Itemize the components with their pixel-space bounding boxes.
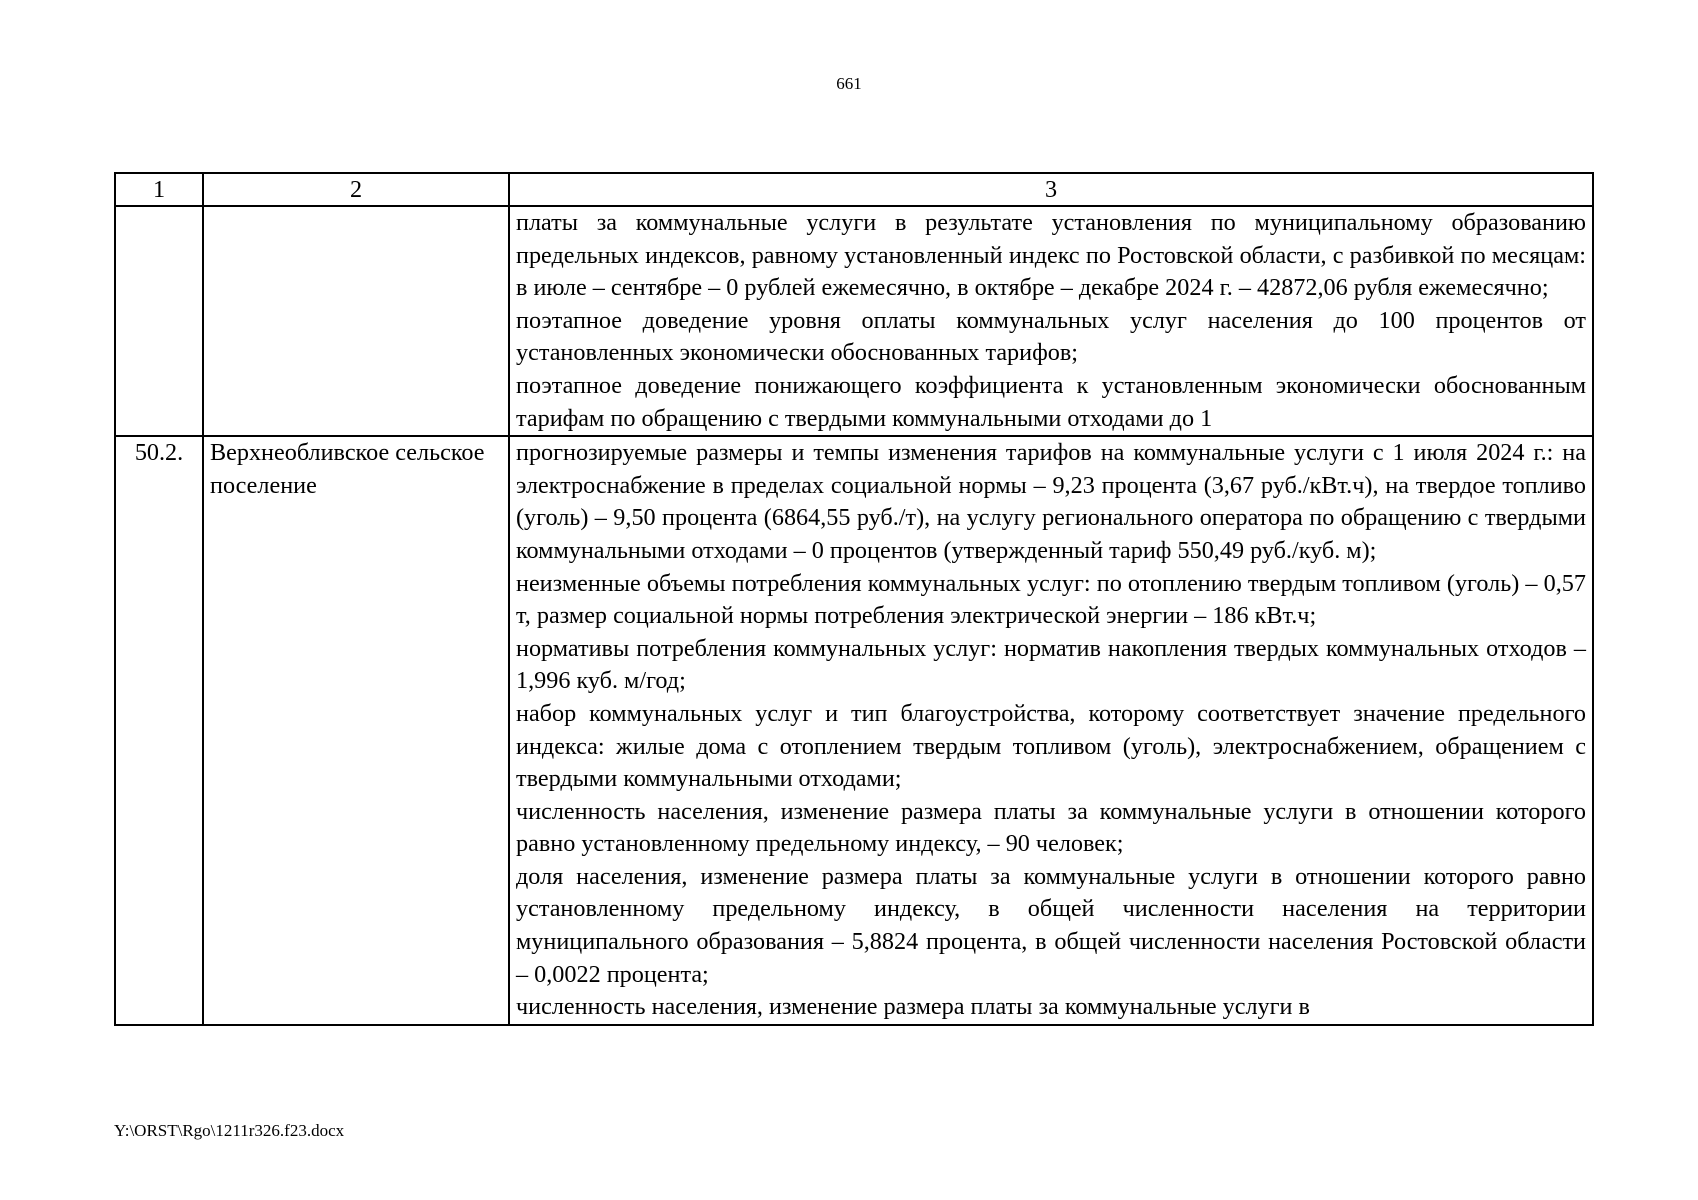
table-row [115, 436, 1593, 1025]
text-paragraph: поэтапное доведение понижающего коэффициента к установленным экономически обоснованным тарифам по обращению с твердыми коммунальными отходами до 1 [516, 371, 1586, 432]
table-header-row [115, 173, 1593, 206]
text-paragraph: доля населения, изменение размера платы за коммунальные услуги в отношении которого равно установленному предельному индексу, в общей численности населения на территории муниципального образования – 5,8824 процента, в общей численности населения Ростовской области – 0,0022 процента; [516, 862, 1586, 988]
table-row [115, 206, 1593, 436]
text-paragraph: поэтапное доведение уровня оплаты коммунальных услуг населения до 100 процентов от установленных экономически обоснованных тарифов; [516, 306, 1586, 367]
text-paragraph: прогнозируемые размеры и темпы изменения тарифов на коммунальные услуги с 1 июля 2024 г.: на электроснабжение в пределах социальной нормы – 9,23 процента (3,67 руб./кВт.ч), на твердое топливо (уголь) – 9,50 процента (6864,55 руб./т), на услугу регионального оператора по обращению с твердыми коммунальными отходами – 0 процентов (утвержденный тариф 550,49 руб./куб. м); [516, 439, 1586, 564]
footer-file-path: Y:\ORST\Rgo\1211r326.f23.docx [114, 1121, 345, 1140]
row-number-cell: 50.2. [115, 436, 203, 1025]
text-paragraph: платы за коммунальные услуги в результате установления по муниципальному образованию предельных индексов, равному установленный индекс по Ростовской области, с разбивкой по месяцам: в июле – сентябре – 0 рублей ежемесячно, в октябре – декабре 2024 г. – 42872,06 рубля ежемесячно; [516, 209, 1586, 302]
text-paragraph: численность населения, изменение размера платы за коммунальные услуги в [516, 993, 1310, 1021]
row-number-cell [115, 206, 203, 436]
row-text-cell [509, 436, 1593, 1025]
column-header-1: 1 [115, 173, 203, 206]
column-header-2: 2 [203, 173, 509, 206]
text-paragraph: нормативы потребления коммунальных услуг: норматив накопления твердых коммунальных отходов – 1,996 куб. м/год; [516, 634, 1586, 695]
row-name-cell [203, 206, 509, 436]
page-number: 661 [836, 74, 862, 93]
document-table [114, 172, 1594, 1026]
row-text-cell [509, 206, 1593, 436]
text-paragraph: численность населения, изменение размера платы за коммунальные услуги в отношении которого равно установленному предельному индексу, – 90 человек; [516, 797, 1586, 858]
row-name-cell: Верхнеобливское сельское поселение [203, 436, 509, 1025]
text-paragraph: набор коммунальных услуг и тип благоустройства, которому соответствует значение предельного индекса: жилые дома с отоплением твердым топливом (уголь), электроснабжением, обращением с твердыми коммунальными отходами; [516, 699, 1586, 793]
column-header-3: 3 [509, 173, 1593, 206]
text-paragraph: неизменные объемы потребления коммунальных услуг: по отоплению твердым топливом (уголь) – 0,57 т, размер социальной нормы потребления электрической энергии – 186 кВт.ч; [516, 569, 1586, 630]
